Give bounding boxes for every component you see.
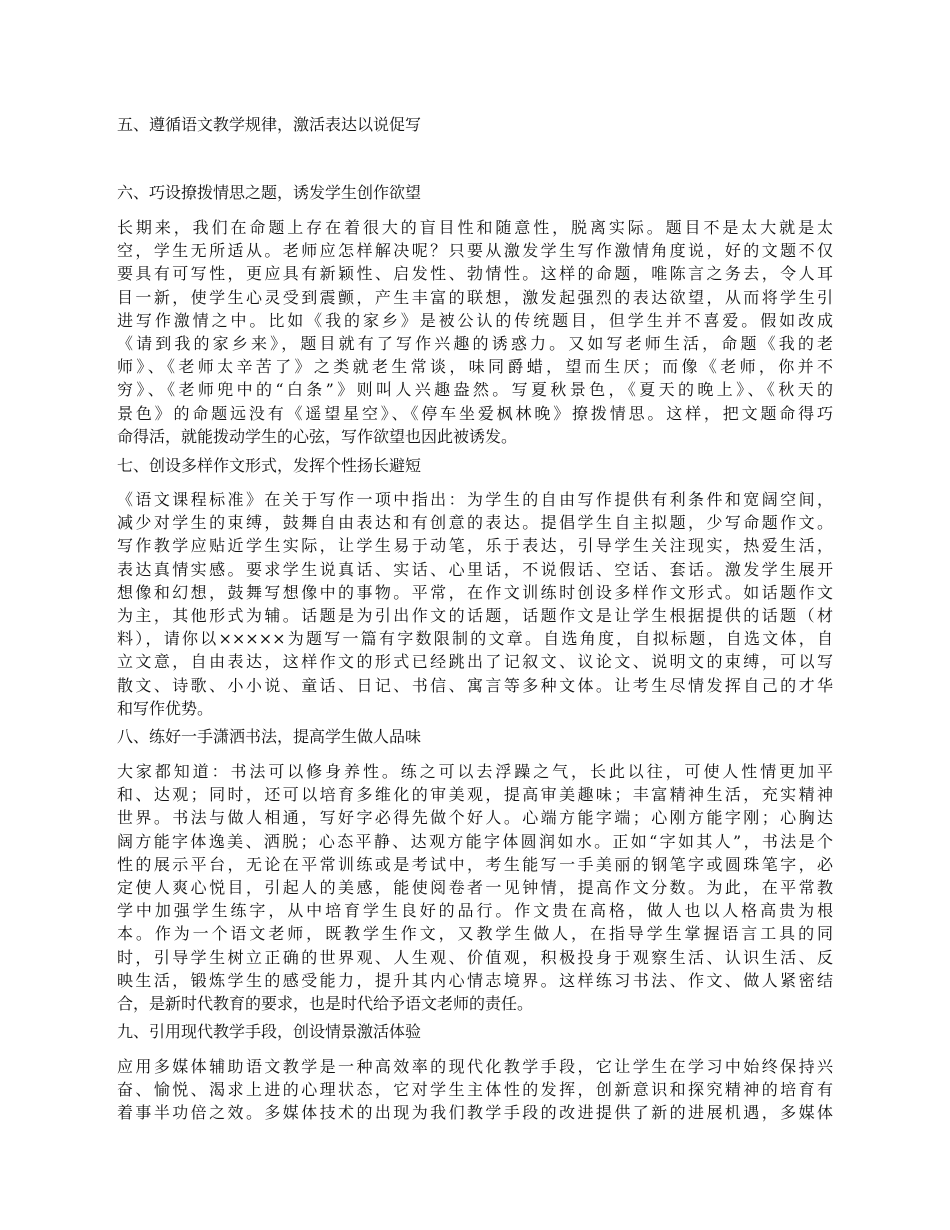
paragraph-line: 《语文课程标准》在关于写作一项中指出：为学生的自由写作提供有利条件和宽阔空间，	[117, 490, 833, 509]
paragraph-line: 长期来，我们在命题上存在着很大的盲目性和随意性，脱离实际。题目不是太大就是太	[117, 218, 833, 237]
paragraph-line: 目一新，使学生心灵受到震颤，产生丰富的联想，激发起强烈的表达欲望，从而将学生引	[117, 287, 833, 307]
paragraph-line: 想像和幻想，鼓舞写想像中的事物。平常，在作文训练时创设多样作文形式。如话题作文	[117, 582, 833, 602]
paragraph-line: 写作教学应贴近学生实际，让学生易于动笔，乐于表达，引导学生关注现实，热爱生活，	[117, 536, 833, 556]
paragraph-line: 世界。书法与做人相通，写好字必得先做个好人。心端方能字端；心刚方能字刚；心胸达	[117, 808, 833, 828]
paragraph-line: 师》、《老师太辛苦了》之类就老生常谈，味同爵蜡，望而生厌；而像《老师，你并不	[117, 357, 833, 377]
paragraph-line: 料），请你以×××××为题写一篇有字数限制的文章。自选角度，自拟标题，自选文体，自	[117, 629, 833, 649]
paragraph-line: 表达真情实感。要求学生说真话、实话、心里话，不说假话、空话、套话。激发学生展开	[117, 559, 833, 579]
paragraph-line: 学中加强学生练字，从中培育学生良好的品行。作文贵在高格，做人也以人格高贵为根	[117, 901, 833, 921]
section-heading-7: 七、创设多样作文形式，发挥个性扬长避短	[117, 456, 422, 475]
paragraph-line: 着事半功倍之效。多媒体技术的出现为我们教学手段的改进提供了新的进展机遇，多媒体	[117, 1103, 833, 1123]
paragraph-line: 和写作优势。	[117, 698, 214, 718]
section-paragraph-9	[117, 1055, 833, 1125]
section-paragraph-7	[117, 488, 833, 720]
paragraph-line: 命得活，就能拨动学生的心弦，写作欲望也因此被诱发。	[117, 426, 518, 446]
paragraph-line: 散文、诗歌、小小说、童话、日记、书信、寓言等多种文体。让考生尽情发挥自己的才华	[117, 675, 833, 695]
paragraph-line: 《请到我的家乡来》，题目就有了写作兴趣的诱惑力。又如写老师生活，命题《我的老	[117, 333, 833, 353]
paragraph-line: 阔方能字体逸美、洒脱；心态平静、达观方能字体圆润如水。正如“字如其人”，书法是个	[117, 831, 833, 851]
section-heading-5: 五、遵循语文教学规律，激活表达以说促写	[117, 115, 422, 134]
section-heading-8: 八、练好一手潇洒书法，提高学生做人品味	[117, 727, 422, 746]
paragraph-line: 空，学生无所适从。老师应怎样解决呢？只要从激发学生写作激情角度说，好的文题不仅	[117, 241, 833, 261]
paragraph-line: 奋、愉悦、渴求上进的心理状态，它对学生主体性的发挥，创新意识和探究精神的培育有	[117, 1080, 833, 1100]
section-paragraph-8	[117, 760, 833, 1015]
paragraph-line: 性的展示平台，无论在平常训练或是考试中，考生能写一手美丽的钢笔字或圆珠笔字，必	[117, 854, 833, 874]
paragraph-line: 本。作为一个语文老师，既教学生作文，又教学生做人，在指导学生掌握语言工具的同	[117, 924, 833, 944]
paragraph-line: 减少对学生的束缚，鼓舞自由表达和有创意的表达。提倡学生自主拟题，少写命题作文。	[117, 513, 833, 533]
paragraph-line: 合，是新时代教育的要求，也是时代给予语文老师的责任。	[117, 993, 534, 1013]
paragraph-line: 景色》的命题远没有《遥望星空》、《停车坐爱枫林晚》撩拨情思。这样，把文题命得巧	[117, 403, 833, 423]
paragraph-line: 大家都知道：书法可以修身养性。练之可以去浮躁之气，长此以往，可使人性情更加平	[117, 762, 833, 781]
section-heading-9: 九、引用现代教学手段，创设情景激活体验	[117, 1022, 422, 1041]
section-paragraph-6	[117, 216, 833, 448]
paragraph-line: 映生活，锻炼学生的感受能力，提升其内心情志境界。这样练习书法、作文、做人紧密结	[117, 970, 833, 990]
paragraph-line: 进写作激情之中。比如《我的家乡》是被公认的传统题目，但学生并不喜爱。假如改成	[117, 310, 833, 330]
paragraph-line: 为主，其他形式为辅。话题是为引出作文的话题，话题作文是让学生根据提供的话题（材	[117, 605, 833, 625]
paragraph-line: 立文意，自由表达，这样作文的形式已经跳出了记叙文、议论文、说明文的束缚，可以写	[117, 652, 833, 672]
paragraph-line: 应用多媒体辅助语文教学是一种高效率的现代化教学手段，它让学生在学习中始终保持兴	[117, 1057, 833, 1076]
paragraph-line: 穷》、《老师兜中的“白条”》则叫人兴趣盎然。写夏秋景色，《夏天的晚上》、《秋天的	[117, 380, 833, 400]
section-heading-6: 六、巧设撩拨情思之题，诱发学生创作欲望	[117, 183, 422, 202]
paragraph-line: 时，引导学生树立正确的世界观、人生观、价值观，积极投身于观察生活、认识生活、反	[117, 947, 833, 967]
paragraph-line: 定使人爽心悦目，引起人的美感，能使阅卷者一见钟情，提高作文分数。为此，在平常教	[117, 877, 833, 897]
paragraph-line: 和、达观；同时，还可以培育多维化的审美观，提高审美趣味；丰富精神生活，充实精神	[117, 785, 833, 805]
paragraph-line: 要具有可写性，更应具有新颖性、启发性、勃情性。这样的命题，唯陈言之务去，令人耳	[117, 264, 833, 284]
